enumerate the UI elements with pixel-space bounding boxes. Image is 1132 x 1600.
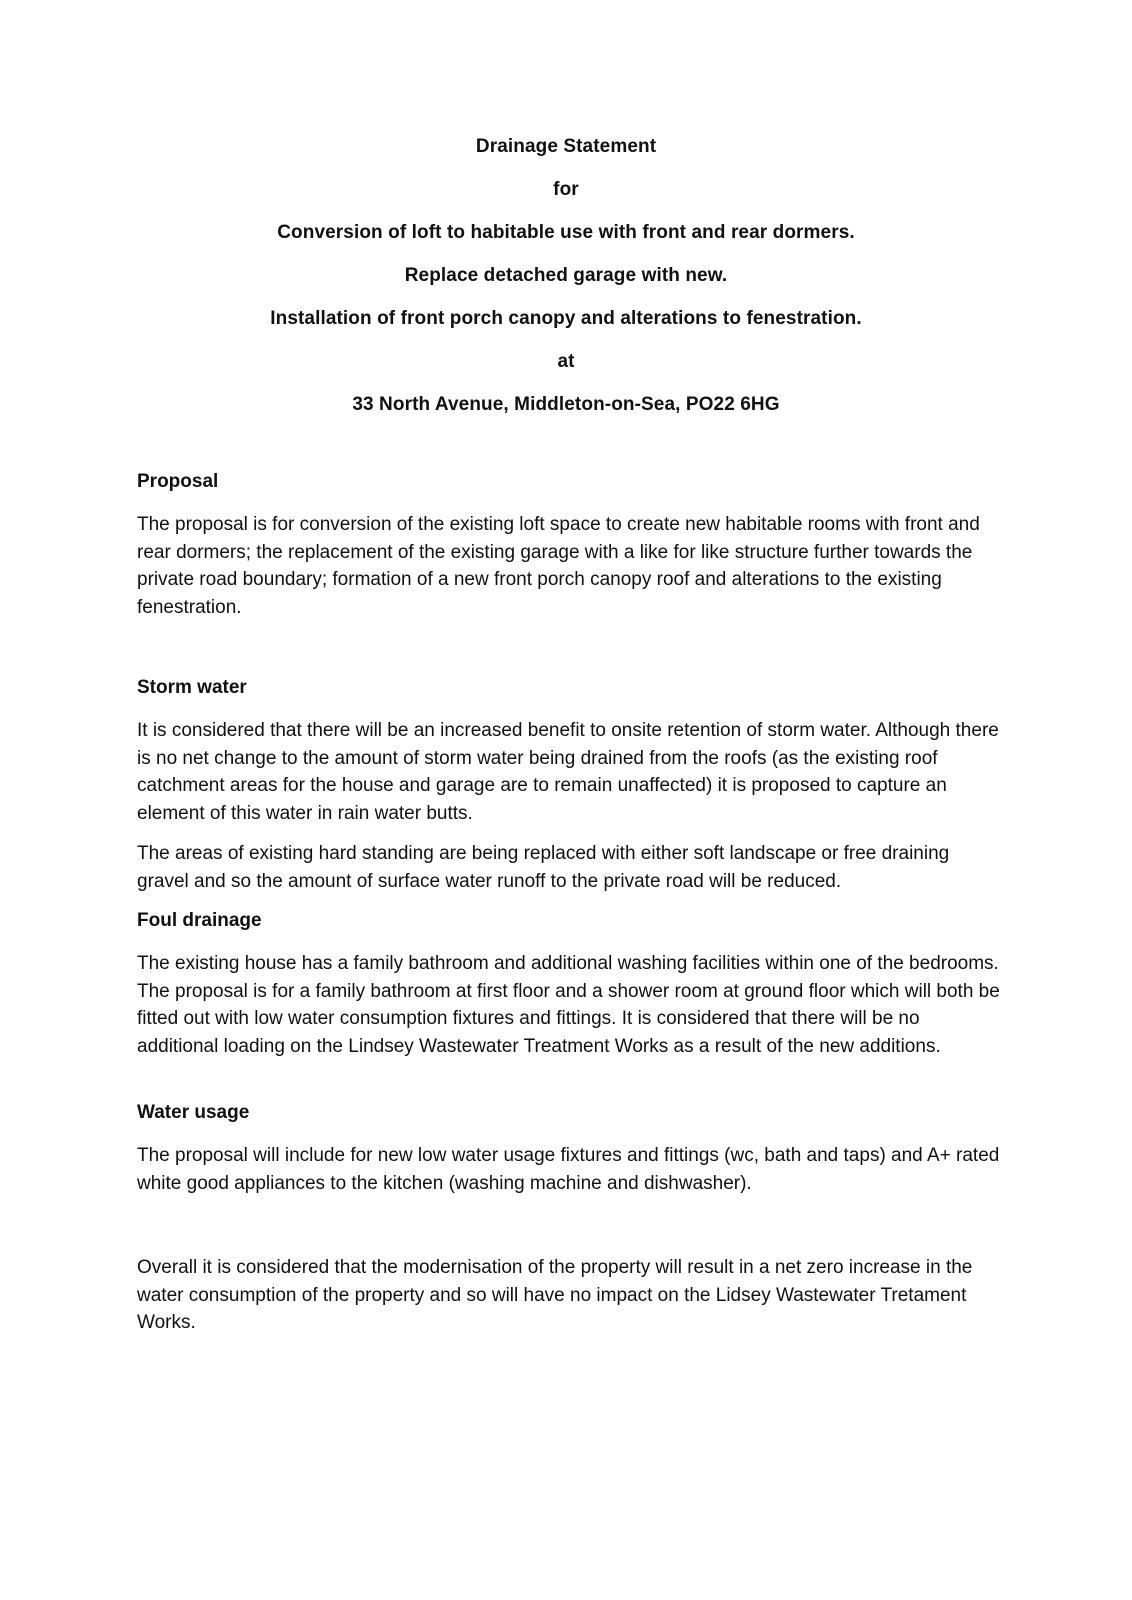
title-at: at bbox=[557, 351, 575, 372]
proposal-heading: Proposal bbox=[137, 471, 219, 492]
water-usage-paragraph: The proposal will include for new low water usage fixtures and fittings (wc, bath and taps) and A+ rated white good appliances to the kitchen (washing machine and dishwasher). bbox=[137, 1145, 1000, 1194]
document-title: Drainage Statement bbox=[475, 136, 657, 157]
title-for: for bbox=[553, 179, 579, 200]
title-address: 33 North Avenue, Middleton-on-Sea, PO22 6HG bbox=[352, 394, 780, 415]
storm-water-paragraph-2: The areas of existing hard standing are being replaced with either soft landscape or free draining gravel and so the amount of surface water runoff to the private road will be reduced. bbox=[137, 843, 950, 892]
storm-water-paragraph-1: It is considered that there will be an increased benefit to onsite retention of storm water. Although there is no net change to the amount of storm water being drained from the roofs (as the existing roof catchment areas for the house and garage are to remain unaffected) it is proposed to capture an element of this water in rain water butts. bbox=[137, 720, 999, 824]
conclusion-paragraph: Overall it is considered that the modernisation of the property will result in a net zero increase in the water consumption of the property and so will have no impact on the Lidsey Wastewater Tretament Works. bbox=[137, 1257, 973, 1333]
title-description-porch: Installation of front porch canopy and alterations to fenestration. bbox=[270, 308, 862, 329]
water-usage-heading: Water usage bbox=[137, 1102, 250, 1123]
foul-drainage-paragraph: The existing house has a family bathroom and additional washing facilities within one of the bedrooms. The proposal is for a family bathroom at first floor and a shower room at ground floor which will both be fitted out with low water consumption fixtures and fittings. It is considered that there will be no additional loading on the Lindsey Wastewater Treatment Works as a result of the new additions. bbox=[137, 953, 1000, 1057]
storm-water-heading: Storm water bbox=[137, 677, 247, 698]
title-description-garage: Replace detached garage with new. bbox=[404, 265, 728, 286]
title-description-loft: Conversion of loft to habitable use with front and rear dormers. bbox=[277, 222, 855, 243]
title-block bbox=[0, 135, 1132, 436]
foul-drainage-heading: Foul drainage bbox=[137, 910, 262, 931]
proposal-paragraph: The proposal is for conversion of the existing loft space to create new habitable rooms with front and rear dormers; the replacement of the existing garage with a like for like structure further towards the private road boundary; formation of a new front porch canopy roof and alterations to the existing fenestration. bbox=[137, 514, 980, 618]
